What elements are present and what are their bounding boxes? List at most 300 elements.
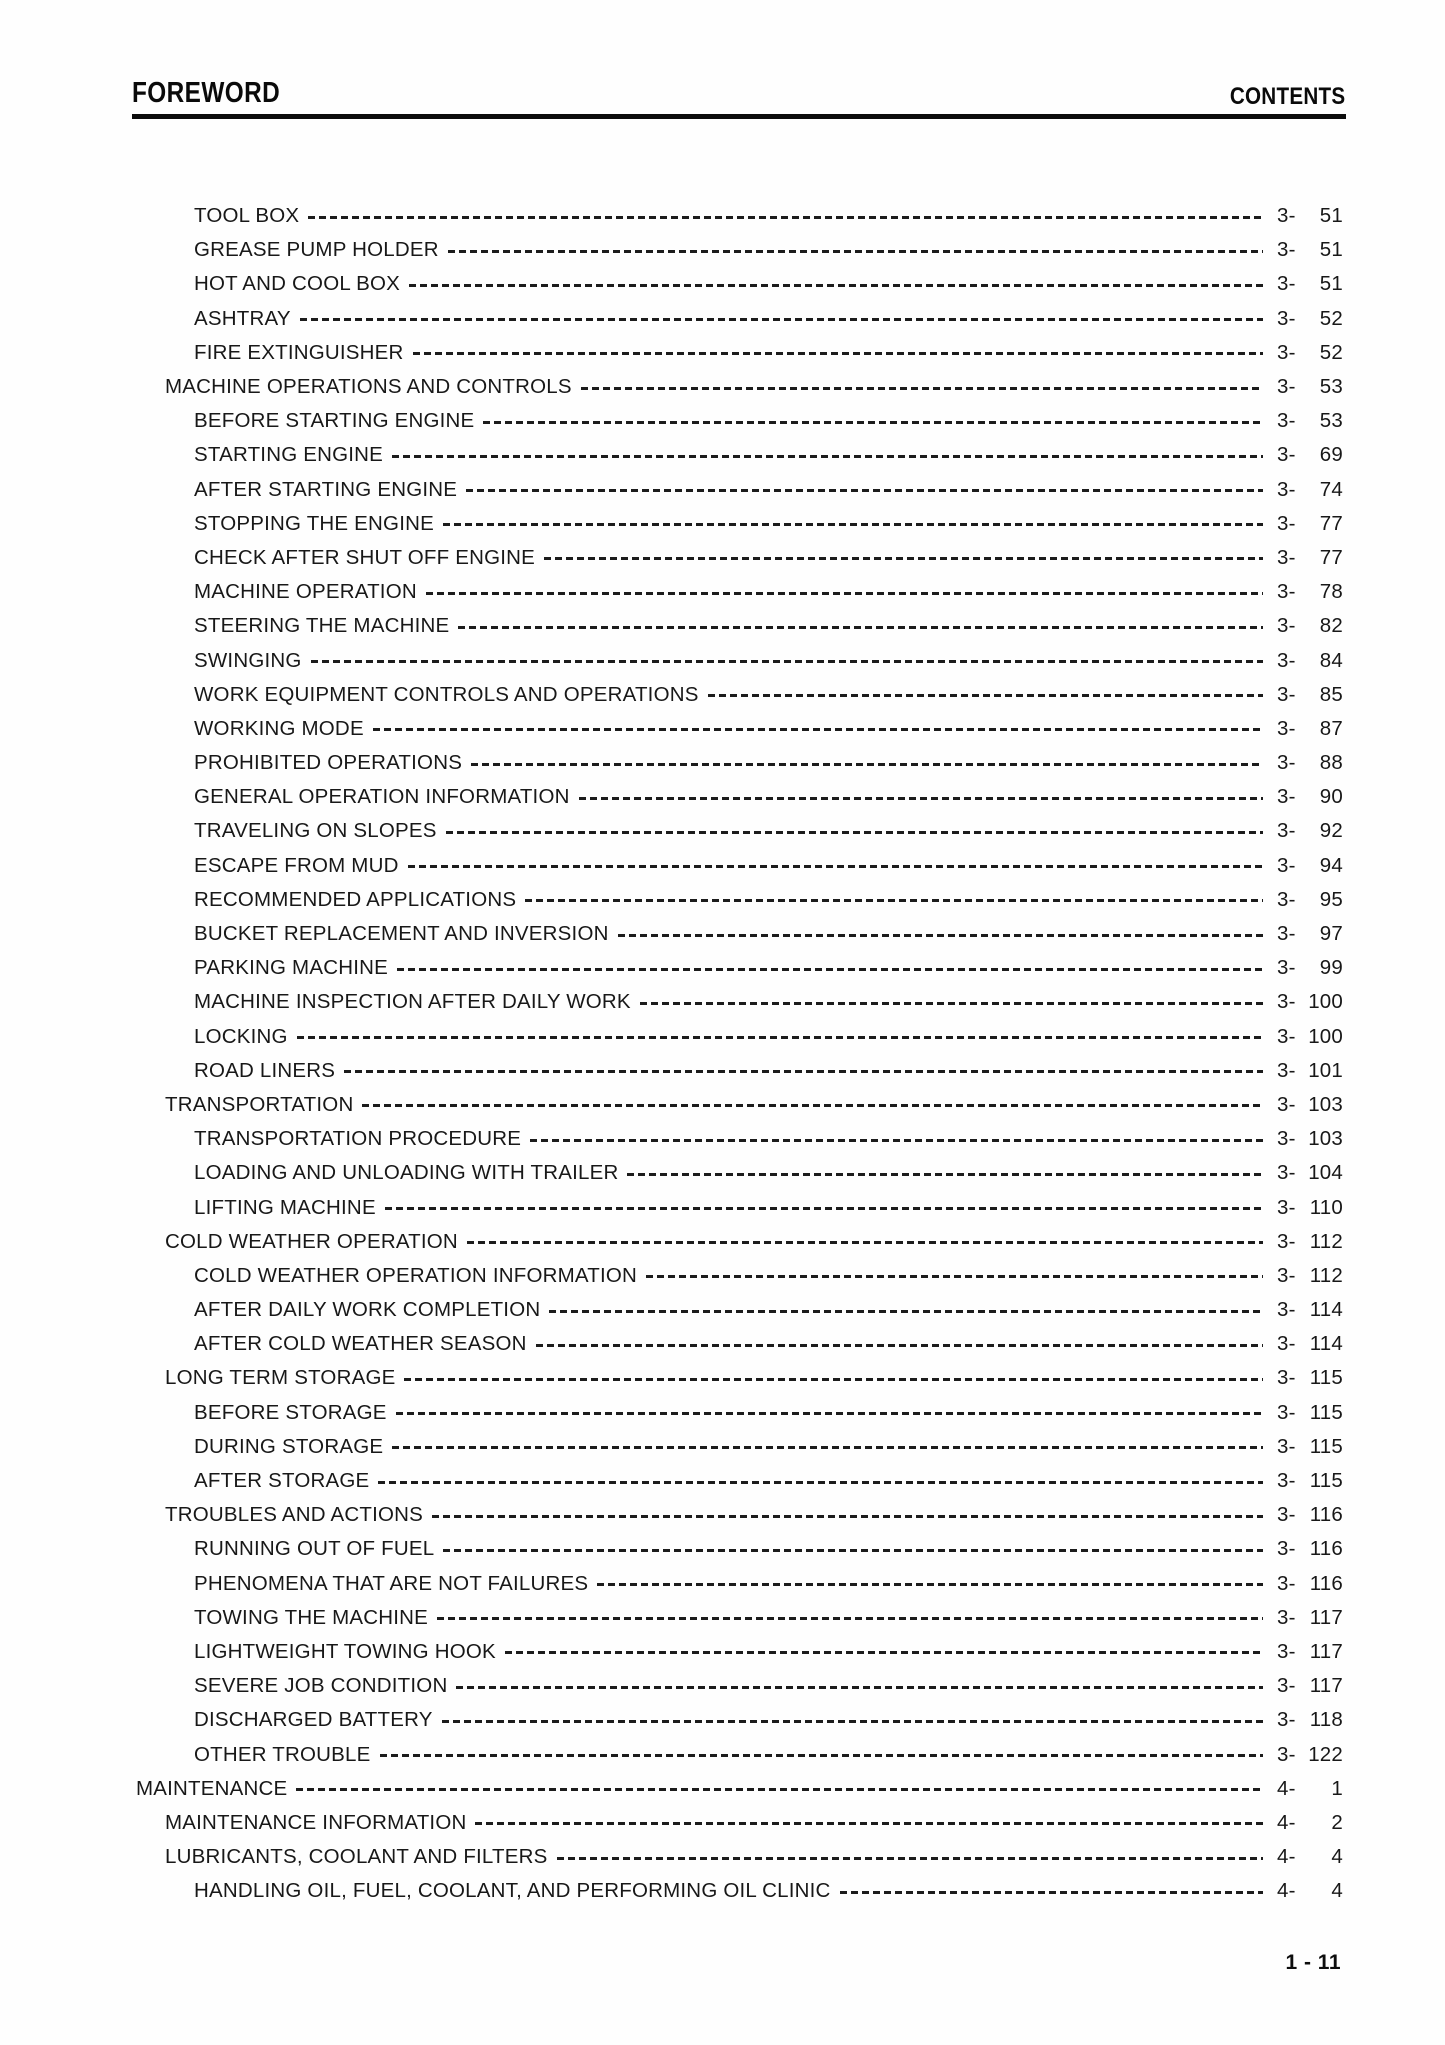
dotted-leader (549, 1310, 1263, 1313)
dotted-leader (536, 1344, 1263, 1347)
dotted-leader (409, 284, 1263, 287)
toc-entry-page (1277, 819, 1343, 843)
dotted-leader (597, 1583, 1263, 1586)
toc-entry-label: TOWING THE MACHINE (194, 1605, 429, 1629)
toc-entry-pageno: 69 (1319, 443, 1343, 467)
toc-entry-page (1277, 1025, 1343, 1049)
toc-entry-label: LIGHTWEIGHT TOWING HOOK (194, 1639, 496, 1663)
toc-entry-pageno: 118 (1309, 1708, 1343, 1732)
toc-entry-chapter: 3- (1277, 1605, 1296, 1629)
toc-entry-label: OTHER TROUBLE (194, 1742, 371, 1766)
toc-entry-label: AFTER COLD WEATHER SEASON (194, 1332, 527, 1356)
toc-entry-page (1277, 1743, 1343, 1767)
dotted-leader (426, 592, 1263, 595)
dotted-leader (297, 1036, 1263, 1039)
toc-entry-label: DURING STORAGE (194, 1434, 384, 1458)
toc-entry-page (1277, 443, 1343, 467)
toc-entry-label: WORKING MODE (194, 716, 364, 740)
toc-entry (133, 1054, 1343, 1088)
toc-entry (133, 199, 1343, 233)
toc-entry-label: STOPPING THE ENGINE (194, 511, 434, 535)
toc-entry (133, 473, 1343, 507)
toc-entry-label: LOCKING (194, 1024, 288, 1048)
toc-entry-chapter: 3- (1277, 1708, 1296, 1732)
toc-entry-pageno: 78 (1319, 580, 1343, 604)
toc-entry-chapter: 3- (1277, 1058, 1296, 1082)
toc-entry-chapter: 3- (1277, 990, 1296, 1014)
toc-entry-pageno: 103 (1308, 1127, 1343, 1151)
toc-entry-page (1277, 888, 1343, 912)
dotted-leader (344, 1070, 1263, 1073)
toc-entry-chapter: 3- (1277, 785, 1296, 809)
toc-entry-page (1277, 922, 1343, 946)
toc-entry-page (1277, 1161, 1343, 1185)
toc-entry-pageno: 122 (1308, 1742, 1343, 1766)
toc-entry-chapter: 3- (1277, 819, 1296, 843)
toc-entry-pageno: 100 (1308, 990, 1343, 1014)
toc-entry-pageno: 51 (1319, 238, 1343, 262)
toc-entry-label: ROAD LINERS (194, 1058, 336, 1082)
toc-entry-pageno: 1 (1331, 1776, 1343, 1800)
toc-entry-label: LIFTING MACHINE (194, 1195, 376, 1219)
toc-entry (133, 1259, 1343, 1293)
toc-entry (133, 1601, 1343, 1635)
toc-entry-page (1277, 956, 1343, 980)
toc-entry-pageno: 100 (1308, 1024, 1343, 1048)
toc-entry (133, 1020, 1343, 1054)
toc-entry (133, 1772, 1343, 1806)
toc-entry-pageno: 117 (1309, 1639, 1343, 1663)
toc-entry (133, 1532, 1343, 1566)
toc-entry (133, 849, 1343, 883)
dotted-leader (446, 831, 1263, 834)
toc-entry-pageno: 110 (1309, 1195, 1343, 1219)
dotted-leader (640, 1002, 1263, 1005)
toc-entry-page (1277, 1640, 1343, 1664)
dotted-leader (618, 934, 1263, 937)
toc-entry (133, 541, 1343, 575)
toc-entry (133, 951, 1343, 985)
dotted-leader (413, 352, 1263, 355)
toc-entry-page (1277, 1401, 1343, 1425)
toc-entry (133, 1498, 1343, 1532)
toc-entry-chapter: 4- (1277, 1810, 1296, 1834)
toc-list (133, 199, 1343, 1908)
dotted-leader (373, 728, 1263, 731)
toc-entry-page (1277, 1366, 1343, 1390)
dotted-leader (505, 1651, 1263, 1654)
toc-entry-page (1277, 1093, 1343, 1117)
toc-entry-pageno: 4 (1331, 1879, 1343, 1903)
dotted-leader (404, 1378, 1263, 1381)
toc-entry (133, 1361, 1343, 1395)
toc-entry (133, 1567, 1343, 1601)
toc-entry-label: TOOL BOX (194, 204, 300, 228)
toc-entry-label: MACHINE OPERATION (194, 580, 417, 604)
toc-entry-page (1277, 375, 1343, 399)
dotted-leader (471, 763, 1263, 766)
toc-entry-page (1277, 1127, 1343, 1151)
toc-entry-label: HOT AND COOL BOX (194, 272, 400, 296)
toc-entry (133, 1840, 1343, 1874)
toc-entry-page (1277, 1264, 1343, 1288)
toc-entry-chapter: 3- (1277, 887, 1296, 911)
toc-entry-pageno: 115 (1309, 1469, 1343, 1493)
toc-entry-page (1277, 1811, 1343, 1835)
toc-entry (133, 575, 1343, 609)
toc-entry-page (1277, 1469, 1343, 1493)
toc-entry (133, 1190, 1343, 1224)
toc-entry-chapter: 3- (1277, 751, 1296, 775)
toc-entry-pageno: 115 (1309, 1434, 1343, 1458)
toc-entry (133, 438, 1343, 472)
toc-entry-chapter: 3- (1277, 1469, 1296, 1493)
toc-entry-pageno: 97 (1319, 922, 1343, 946)
dotted-leader (483, 421, 1263, 424)
toc-entry-page (1277, 1777, 1343, 1801)
toc-entry-pageno: 51 (1319, 204, 1343, 228)
toc-entry-pageno: 116 (1309, 1503, 1343, 1527)
toc-entry (133, 1088, 1343, 1122)
toc-entry-label: TRANSPORTATION (165, 1092, 354, 1116)
toc-entry-pageno: 115 (1309, 1366, 1343, 1390)
toc-entry-label: LUBRICANTS, COOLANT AND FILTERS (165, 1845, 548, 1869)
toc-entry-pageno: 77 (1319, 511, 1343, 535)
toc-entry (133, 336, 1343, 370)
toc-entry-label: COLD WEATHER OPERATION INFORMATION (194, 1263, 638, 1287)
toc-entry-label: HANDLING OIL, FUEL, COOLANT, AND PERFORMING OIL CLINIC (194, 1879, 831, 1903)
dotted-leader (627, 1173, 1263, 1176)
toc-entry-pageno: 53 (1319, 375, 1343, 399)
toc-entry-pageno: 85 (1319, 682, 1343, 706)
toc-entry-label: GENERAL OPERATION INFORMATION (194, 785, 570, 809)
toc-entry-pageno: 2 (1331, 1810, 1343, 1834)
toc-entry-page (1277, 717, 1343, 741)
toc-entry (133, 609, 1343, 643)
toc-entry-label: BEFORE STARTING ENGINE (194, 409, 475, 433)
toc-entry-page (1277, 1435, 1343, 1459)
dotted-leader (579, 797, 1263, 800)
dotted-leader (456, 1686, 1263, 1689)
toc-entry-pageno: 92 (1319, 819, 1343, 843)
toc-entry-pageno: 99 (1319, 956, 1343, 980)
toc-entry-pageno: 95 (1319, 887, 1343, 911)
toc-entry-label: AFTER STARTING ENGINE (194, 477, 458, 501)
toc-entry-label: GREASE PUMP HOLDER (194, 238, 439, 262)
toc-entry-chapter: 3- (1277, 204, 1296, 228)
dotted-leader (296, 1788, 1263, 1791)
toc-entry (133, 780, 1343, 814)
toc-entry-label: RECOMMENDED APPLICATIONS (194, 887, 517, 911)
toc-entry-page (1277, 649, 1343, 673)
toc-entry-chapter: 3- (1277, 853, 1296, 877)
dotted-leader (308, 216, 1263, 219)
toc-entry-label: DISCHARGED BATTERY (194, 1708, 433, 1732)
toc-entry-page (1277, 1059, 1343, 1083)
toc-entry-chapter: 3- (1277, 1674, 1296, 1698)
toc-entry-label: CHECK AFTER SHUT OFF ENGINE (194, 545, 536, 569)
toc-entry-chapter: 3- (1277, 1024, 1296, 1048)
toc-entry (133, 233, 1343, 267)
toc-entry-page (1277, 683, 1343, 707)
toc-entry-chapter: 3- (1277, 1298, 1296, 1322)
dotted-leader (475, 1822, 1263, 1825)
toc-entry-label: TRANSPORTATION PROCEDURE (194, 1127, 522, 1151)
toc-entry (133, 267, 1343, 301)
toc-entry (133, 712, 1343, 746)
toc-entry-chapter: 3- (1277, 409, 1296, 433)
page-title-foreword: FOREWORD (132, 77, 281, 109)
header-rule (132, 114, 1346, 119)
toc-entry-pageno: 87 (1319, 716, 1343, 740)
toc-entry-chapter: 3- (1277, 682, 1296, 706)
toc-entry-chapter: 3- (1277, 1537, 1296, 1561)
dotted-leader (396, 1412, 1263, 1415)
toc-entry-label: LONG TERM STORAGE (165, 1366, 396, 1390)
dotted-leader (840, 1891, 1263, 1894)
toc-entry-chapter: 3- (1277, 306, 1296, 330)
toc-entry-pageno: 116 (1309, 1537, 1343, 1561)
dotted-leader (466, 489, 1263, 492)
toc-entry (133, 746, 1343, 780)
toc-entry-chapter: 3- (1277, 1434, 1296, 1458)
toc-entry-chapter: 4- (1277, 1879, 1296, 1903)
page-title-contents: CONTENTS (1229, 83, 1345, 110)
toc-entry-page (1277, 751, 1343, 775)
toc-entry (133, 1225, 1343, 1259)
toc-entry-label: PARKING MACHINE (194, 956, 388, 980)
toc-entry (133, 1806, 1343, 1840)
toc-entry-chapter: 3- (1277, 1161, 1296, 1185)
toc-entry-label: TROUBLES AND ACTIONS (165, 1503, 424, 1527)
toc-entry-chapter: 3- (1277, 1742, 1296, 1766)
toc-entry-page (1277, 1298, 1343, 1322)
toc-entry-chapter: 3- (1277, 238, 1296, 262)
toc-entry-pageno: 52 (1319, 340, 1343, 364)
toc-entry-chapter: 3- (1277, 340, 1296, 364)
toc-entry-page (1277, 204, 1343, 228)
dotted-leader (443, 1549, 1263, 1552)
toc-entry (133, 1635, 1343, 1669)
toc-entry-page (1277, 1845, 1343, 1869)
toc-entry-pageno: 114 (1309, 1332, 1343, 1356)
toc-entry-chapter: 3- (1277, 1127, 1296, 1151)
toc-entry-chapter: 3- (1277, 1639, 1296, 1663)
toc-entry (133, 507, 1343, 541)
toc-entry-chapter: 4- (1277, 1776, 1296, 1800)
toc-entry (133, 883, 1343, 917)
toc-entry-page (1277, 546, 1343, 570)
toc-entry-page (1277, 238, 1343, 262)
toc-entry-label: PHENOMENA THAT ARE NOT FAILURES (194, 1571, 589, 1595)
toc-entry-label: SEVERE JOB CONDITION (194, 1674, 448, 1698)
toc-entry-chapter: 3- (1277, 1571, 1296, 1595)
toc-entry-pageno: 84 (1319, 648, 1343, 672)
toc-entry-label: RUNNING OUT OF FUEL (194, 1537, 435, 1561)
dotted-leader (311, 660, 1263, 663)
toc-entry-label: LOADING AND UNLOADING WITH TRAILER (194, 1161, 619, 1185)
dotted-leader (392, 1446, 1263, 1449)
toc-entry (133, 1703, 1343, 1737)
toc-entry-label: BEFORE STORAGE (194, 1400, 387, 1424)
toc-entry (133, 1737, 1343, 1771)
toc-entry-pageno: 116 (1309, 1571, 1343, 1595)
toc-entry-chapter: 3- (1277, 1263, 1296, 1287)
toc-entry-chapter: 3- (1277, 272, 1296, 296)
toc-entry (133, 917, 1343, 951)
toc-entry-pageno: 77 (1319, 545, 1343, 569)
dotted-leader (646, 1275, 1263, 1278)
toc-entry-pageno: 101 (1308, 1058, 1343, 1082)
toc-entry-pageno: 112 (1309, 1229, 1343, 1253)
toc-entry-chapter: 3- (1277, 511, 1296, 535)
toc-entry-label: AFTER STORAGE (194, 1469, 370, 1493)
toc-entry (133, 302, 1343, 336)
toc-entry-page (1277, 1503, 1343, 1527)
toc-entry (133, 1430, 1343, 1464)
toc-entry-page (1277, 1572, 1343, 1596)
dotted-leader (380, 1754, 1264, 1757)
toc-entry-label: MACHINE OPERATIONS AND CONTROLS (165, 375, 572, 399)
toc-entry-chapter: 3- (1277, 1366, 1296, 1390)
toc-entry-pageno: 117 (1309, 1605, 1343, 1629)
toc-entry-pageno: 114 (1309, 1298, 1343, 1322)
toc-entry-label: PROHIBITED OPERATIONS (194, 751, 463, 775)
dotted-leader (467, 1241, 1263, 1244)
toc-entry-page (1277, 785, 1343, 809)
dotted-leader (581, 387, 1263, 390)
dotted-leader (557, 1857, 1264, 1860)
toc-entry-page (1277, 580, 1343, 604)
dotted-leader (378, 1481, 1263, 1484)
toc-entry-label: STEERING THE MACHINE (194, 614, 450, 638)
toc-entry (133, 1464, 1343, 1498)
toc-entry-chapter: 4- (1277, 1845, 1296, 1869)
toc-entry-pageno: 112 (1309, 1263, 1343, 1287)
toc-entry-label: ESCAPE FROM MUD (194, 853, 399, 877)
dotted-leader (397, 968, 1263, 971)
toc-entry-pageno: 52 (1319, 306, 1343, 330)
toc-entry-page (1277, 1674, 1343, 1698)
toc-entry (133, 1293, 1343, 1327)
toc-entry (133, 1396, 1343, 1430)
toc-entry-pageno: 53 (1319, 409, 1343, 433)
toc-entry-chapter: 3- (1277, 375, 1296, 399)
toc-entry-pageno: 115 (1309, 1400, 1343, 1424)
toc-entry-pageno: 82 (1319, 614, 1343, 638)
toc-entry-page (1277, 1606, 1343, 1630)
toc-entry-label: BUCKET REPLACEMENT AND INVERSION (194, 922, 609, 946)
toc-entry (133, 985, 1343, 1019)
dotted-leader (437, 1617, 1263, 1620)
toc-entry-page (1277, 272, 1343, 296)
toc-entry-chapter: 3- (1277, 1195, 1296, 1219)
toc-entry-page (1277, 1708, 1343, 1732)
toc-entry-page (1277, 990, 1343, 1014)
toc-entry (133, 404, 1343, 438)
dotted-leader (432, 1515, 1263, 1518)
toc-entry-pageno: 51 (1319, 272, 1343, 296)
dotted-leader (362, 1104, 1263, 1107)
toc-entry-chapter: 3- (1277, 614, 1296, 638)
toc-entry-pageno: 94 (1319, 853, 1343, 877)
dotted-leader (458, 626, 1263, 629)
dotted-leader (385, 1207, 1263, 1210)
toc-entry-chapter: 3- (1277, 648, 1296, 672)
toc-entry (133, 1122, 1343, 1156)
dotted-leader (300, 318, 1263, 321)
toc-entry (133, 1156, 1343, 1190)
toc-entry-page (1277, 1230, 1343, 1254)
toc-entry-page (1277, 512, 1343, 536)
toc-entry-chapter: 3- (1277, 1092, 1296, 1116)
toc-entry-label: MACHINE INSPECTION AFTER DAILY WORK (194, 990, 631, 1014)
toc-entry-label: COLD WEATHER OPERATION (165, 1229, 458, 1253)
toc-entry-chapter: 3- (1277, 956, 1296, 980)
toc-entry-page (1277, 409, 1343, 433)
toc-entry-chapter: 3- (1277, 1503, 1296, 1527)
toc-entry-label: TRAVELING ON SLOPES (194, 819, 437, 843)
toc-entry-pageno: 4 (1331, 1845, 1343, 1869)
toc-entry-label: STARTING ENGINE (194, 443, 384, 467)
toc-entry (133, 1669, 1343, 1703)
toc-entry-page (1277, 1332, 1343, 1356)
toc-entry-pageno: 74 (1319, 477, 1343, 501)
toc-entry-chapter: 3- (1277, 1400, 1296, 1424)
toc-entry-chapter: 3- (1277, 1229, 1296, 1253)
toc-entry-chapter: 3- (1277, 716, 1296, 740)
toc-entry (133, 370, 1343, 404)
toc-entry-page (1277, 478, 1343, 502)
toc-entry-page (1277, 307, 1343, 331)
toc-entry-chapter: 3- (1277, 477, 1296, 501)
toc-entry (133, 643, 1343, 677)
toc-entry-pageno: 104 (1308, 1161, 1343, 1185)
toc-entry-chapter: 3- (1277, 580, 1296, 604)
page-number: 1 - 11 (1285, 1951, 1341, 1974)
dotted-leader (392, 455, 1263, 458)
toc-entry-pageno: 90 (1319, 785, 1343, 809)
toc-entry (133, 1327, 1343, 1361)
dotted-leader (544, 557, 1263, 560)
toc-entry (133, 814, 1343, 848)
toc-entry-label: WORK EQUIPMENT CONTROLS AND OPERATIONS (194, 682, 699, 706)
toc-entry-pageno: 117 (1309, 1674, 1343, 1698)
toc-entry (133, 1874, 1343, 1908)
toc-entry-pageno: 103 (1308, 1092, 1343, 1116)
toc-entry-label: FIRE EXTINGUISHER (194, 340, 404, 364)
toc-entry-page (1277, 1879, 1343, 1903)
toc-entry-chapter: 3- (1277, 443, 1296, 467)
toc-entry-label: MAINTENANCE INFORMATION (165, 1810, 467, 1834)
toc-entry-chapter: 3- (1277, 1332, 1296, 1356)
dotted-leader (442, 1720, 1263, 1723)
toc-entry-pageno: 88 (1319, 751, 1343, 775)
dotted-leader (708, 694, 1263, 697)
toc-entry-label: SWINGING (194, 648, 302, 672)
toc-entry-label: ASHTRAY (194, 306, 291, 330)
toc-entry-page (1277, 1196, 1343, 1220)
toc-entry-page (1277, 854, 1343, 878)
toc-entry-label: AFTER DAILY WORK COMPLETION (194, 1298, 541, 1322)
toc-entry-label: MAINTENANCE (136, 1776, 288, 1800)
toc-entry-chapter: 3- (1277, 922, 1296, 946)
toc-entry-page (1277, 614, 1343, 638)
dotted-leader (448, 250, 1263, 253)
toc-entry-chapter: 3- (1277, 545, 1296, 569)
toc-entry-page (1277, 341, 1343, 365)
dotted-leader (530, 1139, 1263, 1142)
